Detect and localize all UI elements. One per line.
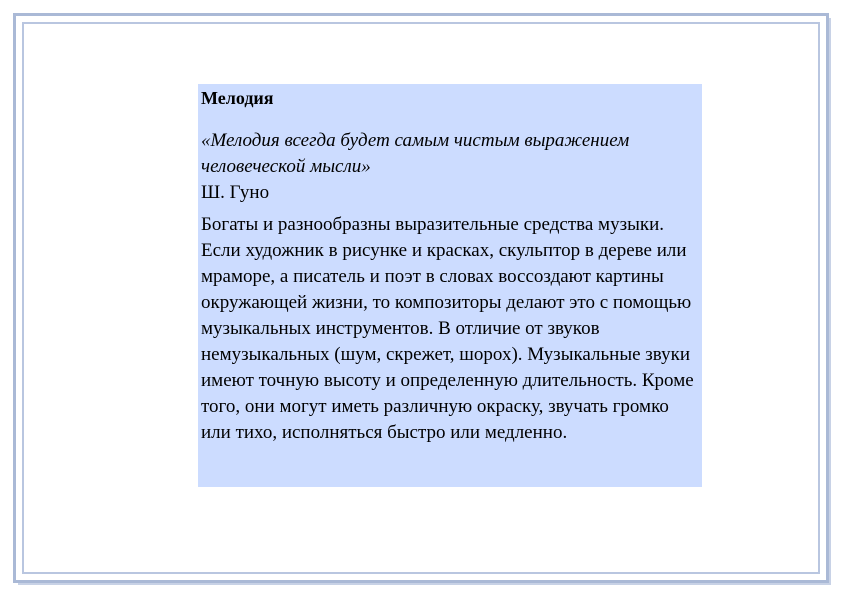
epigraph-author: Ш. Гуно (201, 182, 270, 203)
body-paragraph: Богаты и разнообразны выразительные средства музыки. Если художник в рисунке и красках, скульптор в дереве или мраморе, а писатель и поэт в словах воссоздают картины окружающей жизни, то композиторы делают это с помощью музыкальных инструментов. В отличие от звуков немузыкальных (шум, скрежет, шорох). Музыкальные звуки имеют точную высоту и определенную длительность. Кроме того, они могут иметь различную окраску, звучать громко или тихо, исполняться быстро или медленно. (201, 214, 694, 443)
epigraph-quote: «Мелодия всегда будет самым чистым выражением человеческой мысли» (201, 130, 630, 177)
page-title: Мелодия (201, 88, 274, 108)
spacer (201, 110, 698, 128)
text-box (198, 84, 702, 487)
